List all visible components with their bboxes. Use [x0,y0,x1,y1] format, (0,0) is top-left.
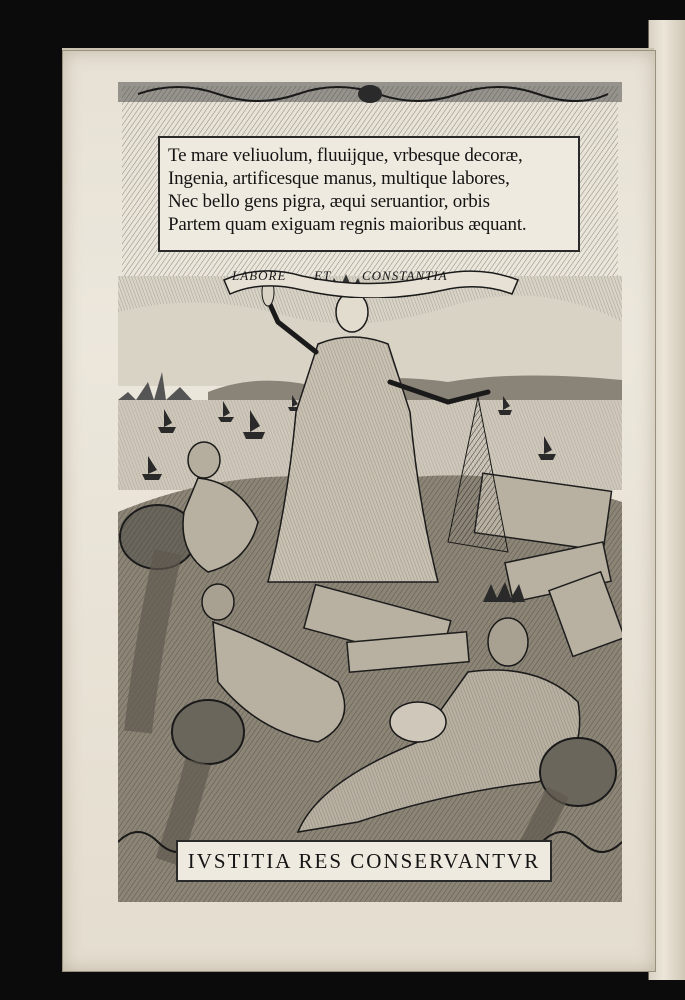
motto-word-et: ET [314,268,332,283]
verse-line-2: Ingenia, artificesque manus, multique labores, [168,168,510,189]
verse-line-4: Partem quam exiguam regnis maioribus æquant. [168,214,527,235]
verse-cartouche [158,136,580,252]
verse-line-3: Nec bello gens pigra, æqui seruantior, orbis [168,191,490,212]
bottom-cartouche [176,840,552,882]
motto-word-labore: LABORE [232,268,287,283]
bottom-inscription: IVSTITIA RES CONSERVANTVR [187,849,541,873]
verse-line-1: Te mare veliuolum, fluuijque, vrbesque decoræ, [168,145,523,166]
motto-word-constantia: CONSTANTIA [362,268,448,283]
